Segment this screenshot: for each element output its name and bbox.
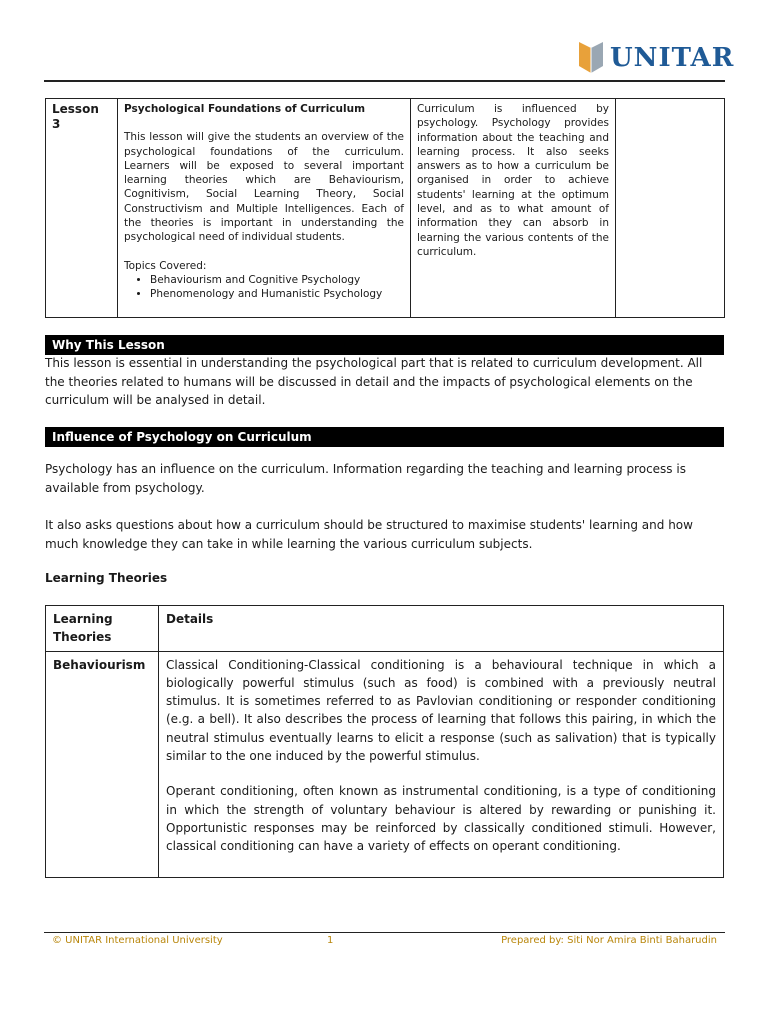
learning-theories-heading: Learning Theories (45, 571, 168, 585)
influence-heading: Influence of Psychology on Curriculum (45, 427, 724, 447)
footer-copyright: © UNITAR International University (52, 935, 223, 946)
book-logo-icon (576, 42, 606, 74)
theory-details (159, 651, 724, 877)
lesson-description (118, 99, 411, 318)
table-row (46, 651, 724, 877)
detail-paragraph: Classical Conditioning-Classical conditioning is a behavioural technique in which a biologically powerful stimulus (such as food) is combined with a previously neutral stimulus. It is sometimes referred to as Pavlovian conditioning or responder conditioning (e.g. a bell). It also describes the process of learning that follows this pairing, in which the neutral stimulus eventually learns to elicit a response (such as salivation) that is typically similar to the one induced by the powerful stimulus. (166, 657, 716, 764)
header-divider (44, 80, 725, 82)
lesson-number: Lesson 3 (52, 102, 99, 132)
lesson-overview: This lesson will give the students an overview of the psychological foundations of the curriculum. Learners will be exposed to several important learning theories which are Behaviourism, Cognitivism, Social Learning Theory, Social Constructivism and Multiple Intelligences. Each of the theories is important in understanding the psychological need of individual students. (124, 131, 404, 244)
lesson-table (45, 98, 725, 318)
footer-divider (44, 932, 725, 933)
topic-item: • Behaviourism and Cognitive Psychology (150, 273, 404, 287)
column-header: Learning Theories (46, 606, 159, 652)
brand-name: UNITAR (610, 43, 735, 73)
topic-item: • Phenomenology and Humanistic Psychology (150, 287, 404, 301)
unitar-logo (576, 42, 734, 74)
topics-label: Topics Covered: (124, 259, 207, 272)
why-text: This lesson is essential in understanding the psychological part that is related to curriculum development. All the theories related to humans will be discussed in detail and the impacts of psychological elements on the curriculum will be analysed in detail. (45, 356, 703, 407)
empty-cell (616, 99, 725, 318)
influence-para-1: Psychology has an influence on the curriculum. Information regarding the teaching and learning process is available from psychology. (45, 462, 686, 495)
footer-author: Prepared by: Siti Nor Amira Binti Baharudin (501, 935, 717, 946)
influence-para-2: It also asks questions about how a curriculum should be structured to maximise students' learning and how much knowledge they can take in while learning the various curriculum subjects. (45, 518, 693, 551)
column-header: Details (159, 606, 724, 652)
why-heading: Why This Lesson (45, 335, 724, 355)
topics-covered (124, 259, 404, 302)
lesson-summary: Curriculum is influenced by psychology. Psychology provides information about the teaching and learning process. It also seeks answers as to how a curriculum be organised in order to achieve students' learning at the optimum level, and as to what amount of information they can absorb in learning the various contents of the curriculum. (417, 103, 609, 258)
detail-paragraph: Operant conditioning, often known as instrumental conditioning, is a type of conditioning in which the strength of voluntary behaviour is altered by rewarding or punishing it. Opportunistic responses may be reinforced by classically conditioned stimuli. However, classical conditioning can have a variety of effects on operant conditioning. (166, 784, 716, 854)
theory-name: Behaviourism (46, 651, 159, 877)
lesson-title: Psychological Foundations of Curriculum (124, 103, 366, 115)
page-number: 1 (327, 935, 334, 946)
learning-theories-table (45, 605, 724, 878)
